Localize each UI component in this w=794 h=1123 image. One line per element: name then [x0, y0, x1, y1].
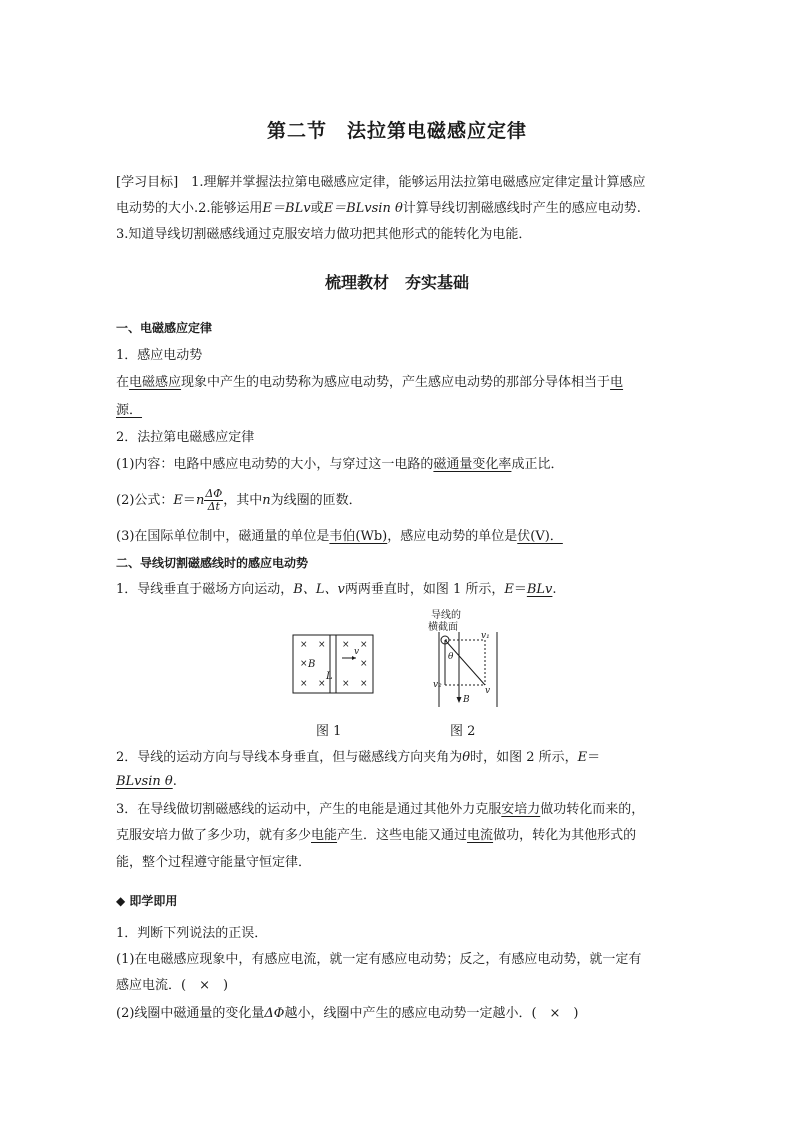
label-v: v [354, 647, 360, 657]
part2-heading: 二、导线切割磁感线时的感应电动势 [116, 556, 309, 570]
part1-heading: 一、电磁感应定律 [116, 321, 213, 335]
svg-text:×: × [360, 640, 368, 650]
answer-blank: 安培力 [501, 802, 541, 817]
label-L: L [326, 671, 333, 682]
figure-1-diagram [292, 634, 376, 696]
formula-blv-sin: E＝BLv [323, 201, 372, 216]
label-v1: v₁ [481, 631, 490, 641]
page-title: 第二节 法拉第电磁感应定律 [266, 120, 527, 142]
section-heading: 梳理教材 夯实基础 [324, 273, 469, 292]
figure-2-caption: 图 2 [450, 724, 476, 739]
answer-blank: 电磁感应 [129, 375, 182, 390]
answer-blank: BLv [116, 774, 142, 789]
answer-blank: 磁通量变化率 [433, 457, 512, 472]
figure-1-caption: 图 1 [316, 724, 342, 739]
answer-blank: 韦伯(Wb) [329, 529, 388, 544]
svg-text:×: × [342, 679, 350, 689]
practice-question-1: 1．判断下列说法的正误． [116, 926, 268, 941]
practice-heading: ◆ 即学即用 [116, 894, 178, 908]
label-B: B [463, 695, 470, 705]
answer-blank: BLv [526, 582, 553, 597]
svg-text:×: × [318, 679, 326, 689]
svg-text:×: × [360, 659, 368, 669]
statement-1: (1)在电磁感应现象中，有感应电流，就一定有感应电动势；反之，有感应电动势，就一定有 [116, 952, 642, 967]
fraction: $\frac{\Delta\Phi}{\Delta t}$ [205, 487, 223, 513]
law-formula: (2)公式：E＝n $\frac{\Delta\Phi}{\Delta t}$ ，其中n为线圈的匝数． [116, 487, 362, 513]
part1-paragraph: 在电磁感应现象中产生的电动势称为感应电动势，产生感应电动势的那部分导体相当于电 [116, 375, 624, 390]
learning-objectives: [学习目标] 1.理解并掌握法拉第电磁感应定律，能够运用法拉第电磁感应定律定量计算感应 电动势的大小.2.能够运用E＝BLv或E＝BLvsin θ计算导线切割磁感线时产生的感应电动势. 3.知道导线切割磁感线通过克服安培力做功把其他形式的能转化为电能． [116, 175, 646, 242]
statement-2: (2)线圈中磁通量的变化量ΔΦ越小，线圈中产生的感应电动势一定越小．( × ) [116, 1006, 579, 1021]
document-page: 第二节 法拉第电磁感应定律 [学习目标] 1.理解并掌握法拉第电磁感应定律，能够运用法拉第电磁感应定律定量计算感应 电动势的大小.2.能够运用E＝BLv或E＝BLvsin θ计算导线切割磁感线时产生的感应电动势. 3.知道导线切割磁感线通过克服安培力做功把其他形式的能转化为电能． 梳理教材 夯实基础 一、电磁感应定律 1．感应电动势 在电磁感应现象中产生的电动势称为感应电动势，产生感应电动势的那部分导体相当于电 源． 2．法拉第电磁感应定律 (1)内容：电路中感应电动势的大小，与穿过这一电路的磁通量变化率成正比． (2)公式：E＝n $\frac{\Delta\Phi}{\Delta t}$ ，其中n为线圈的匝数． (3)在国际单位制中，磁通量的单位是韦伯(Wb)，感应电动势的单位是伏(V)． 二、导线切割磁感线时的感应电动势 1．导线垂直于磁场方向运动，B、L、v两两垂直时，如图 1 所示，E＝BLv. × × × × × × × × × × B L v 图 1 导线的 横截面 v₁ v₂ θ v B 图 2 2．导线的运动方向与导线本身垂直，但与磁感线方向夹角为θ时，如图 2 所示，E＝ BLvsin θ. 3．在导线做切割磁感线的运动中，产生的电能是通过其他外力克服安培力做功转化而来的， 克服安培力做了多少功，就有多少电能产生．这些电能又通过电流做功，转化为其他形式的 能，整个过程遵守能量守恒定律． ◆ 即学即用 1．判断下列说法的正误． (1)在电磁感应现象中，有感应电流，就一定有感应电动势；反之，有感应电动势，就一定有 感应电流．( × ) (2)线圈中磁通量的变化量ΔΦ越小，线圈中产生的感应电动势一定越小．( × ) [0, 0, 794, 1123]
answer-blank: 电流 [467, 828, 494, 843]
answer-blank: 伏(V)． [517, 529, 563, 544]
arrow-bullet-icon: ◆ [116, 894, 126, 908]
answer-blank: 电 [610, 375, 624, 390]
label-v2: v₂ [433, 680, 442, 690]
fig2-caption-top: 导线的 [431, 610, 461, 621]
svg-text:×: × [300, 640, 308, 650]
part1-sub2: 2．法拉第电磁感应定律 [116, 430, 255, 445]
label-B: B [308, 659, 316, 670]
law-content: (1)内容：电路中感应电动势的大小，与穿过这一电路的磁通量变化率成正比． [116, 457, 564, 472]
label-theta: θ [448, 652, 454, 662]
svg-text:×: × [342, 640, 350, 650]
answer-blank: 源． [116, 403, 143, 418]
part1-sub1: 1．感应电动势 [116, 348, 203, 363]
svg-text:×: × [318, 640, 326, 650]
figure-2-diagram [425, 607, 507, 711]
part2-item2: 2．导线的运动方向与导线本身垂直，但与磁感线方向夹角为θ时，如图 2 所示，E＝ [116, 750, 601, 765]
part2-item3: 3．在导线做切割磁感线的运动中，产生的电能是通过其他外力克服安培力做功转化而来的， [116, 802, 645, 817]
formula-blv: E＝BLv [262, 201, 311, 216]
svg-text:×: × [360, 679, 368, 689]
label-v: v [485, 686, 491, 696]
si-units: (3)在国际单位制中，磁通量的单位是韦伯(Wb)，感应电动势的单位是伏(V)． [116, 529, 563, 544]
arrow-head [457, 697, 462, 703]
velocity-vector [445, 640, 485, 685]
svg-text:×: × [300, 659, 308, 669]
answer-blank: 电能 [311, 828, 338, 843]
part2-item1: 1．导线垂直于磁场方向运动，B、L、v两两垂直时，如图 1 所示，E＝BLv. [116, 582, 557, 597]
svg-text:×: × [300, 679, 308, 689]
objectives-tag: [学习目标] [116, 175, 179, 190]
fig2-caption-bottom: 横截面 [428, 622, 458, 633]
